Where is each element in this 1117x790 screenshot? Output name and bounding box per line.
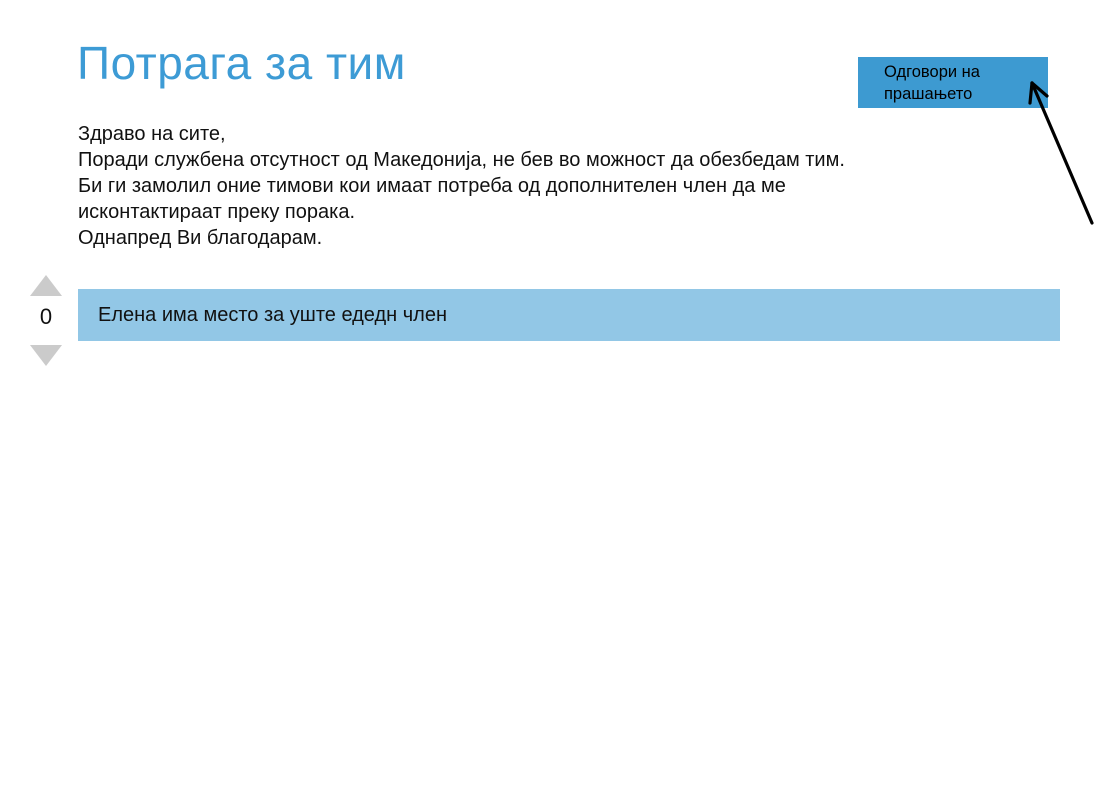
- question-text: [78, 121, 845, 251]
- vote-count: 0: [39, 304, 53, 329]
- question-line: Однапред Ви благодарам.: [78, 227, 323, 249]
- question-line: Поради службена отсутност од Македонија, не бев во можност да обезбедам тим.: [78, 149, 845, 171]
- question-line: Би ги замолил оние тимови кои имаат потреба од дополнителен член да ме: [78, 175, 786, 197]
- answer-question-button[interactable]: Одговори на прашањето: [858, 57, 1048, 108]
- vote-widget: [30, 275, 62, 366]
- answer-text: Елена има место за уште едедн член: [98, 303, 448, 326]
- question-line: Здраво на сите,: [78, 123, 226, 145]
- answer-item[interactable]: [78, 289, 1060, 341]
- page-title: Потрага за тим: [77, 37, 406, 89]
- question-line: исконтактираат преку порака.: [78, 201, 356, 223]
- vote-up-icon[interactable]: [30, 275, 62, 296]
- vote-down-icon[interactable]: [30, 345, 62, 366]
